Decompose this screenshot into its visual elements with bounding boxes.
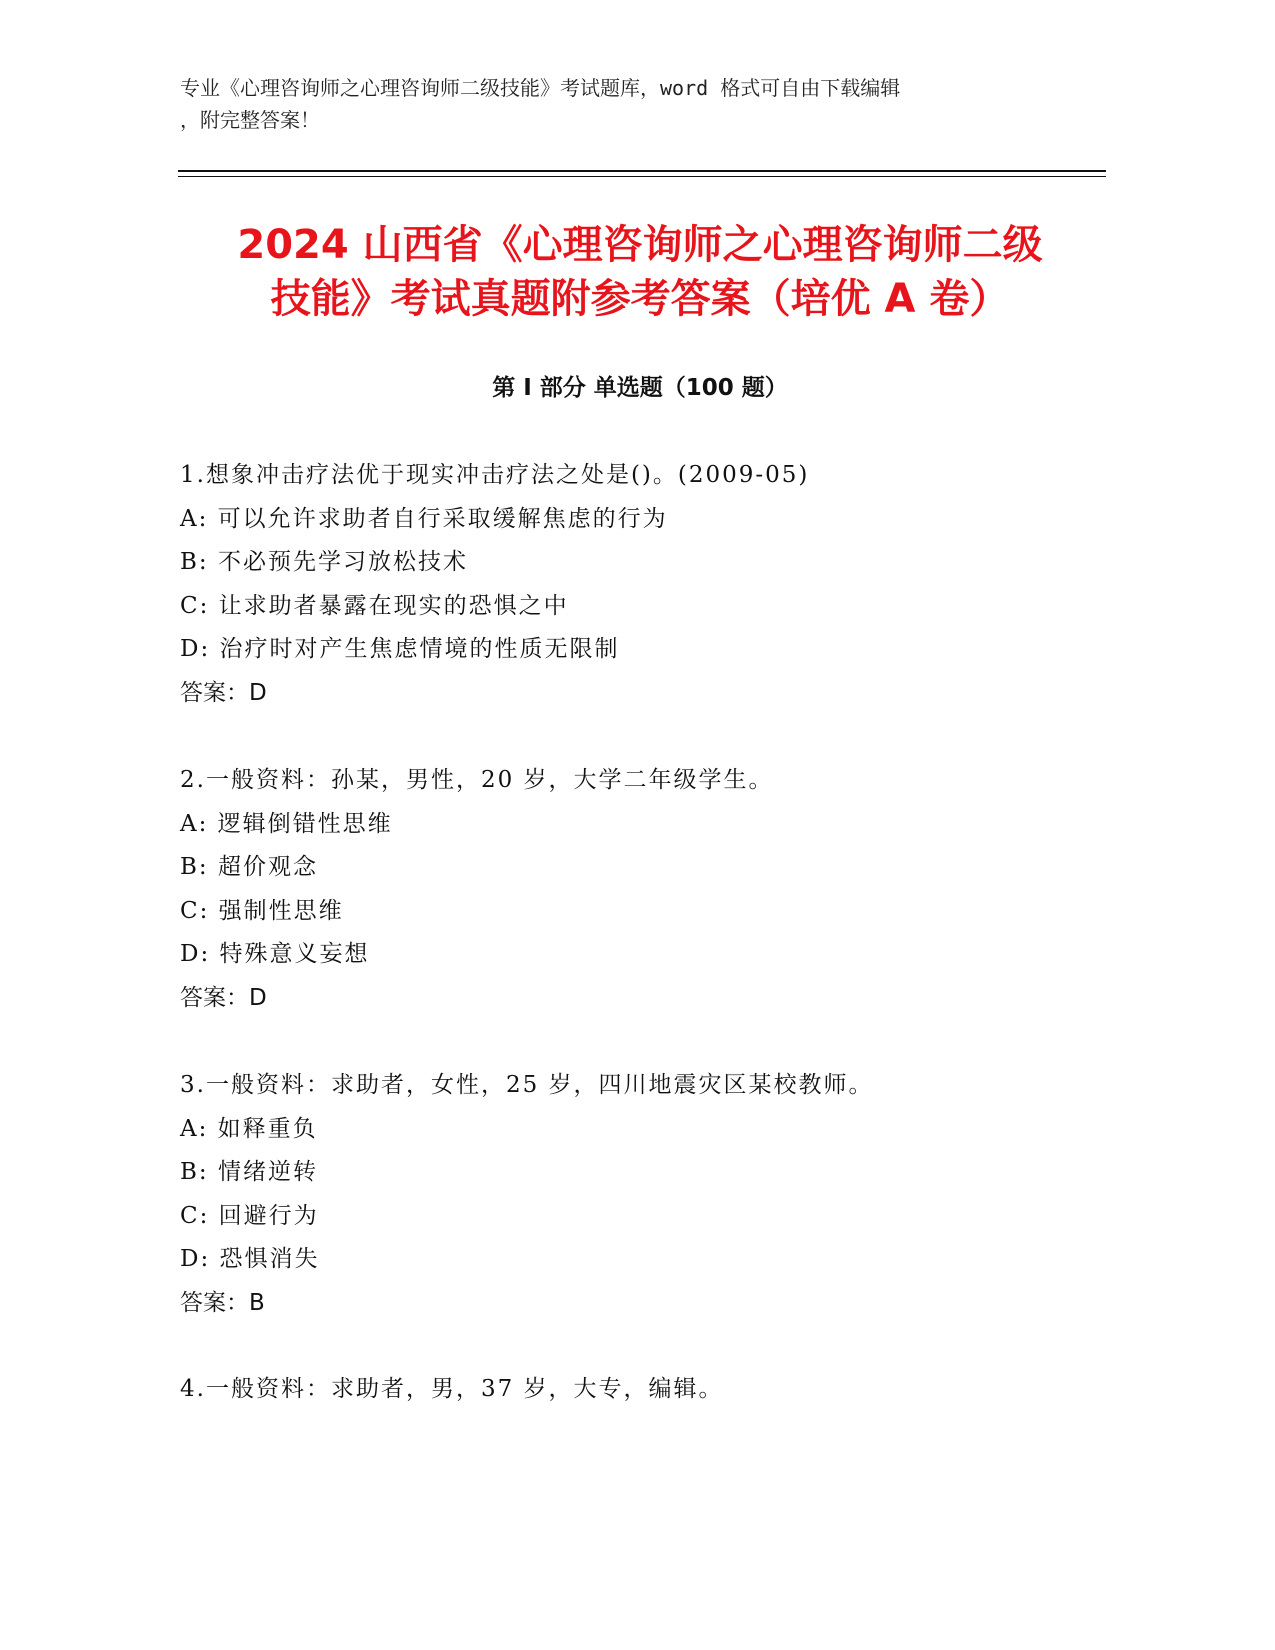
option-b: B: 超价观念 [180,854,318,881]
answer-line: 答案：B [180,1289,265,1316]
title-line: 2024 山西省《心理咨询师之心理咨询师二级 [237,222,1043,268]
option-a: A: 可以允许求助者自行采取缓解焦虑的行为 [180,505,668,532]
question-item [180,1064,1100,1326]
document-title [170,218,1110,326]
option-b: B: 不必预先学习放松技术 [180,549,468,576]
option-d: D: 治疗时对产生焦虑情境的性质无限制 [180,636,620,663]
header-note-line: 专业《心理咨询师之心理咨询师二级技能》考试题库，word 格式可自由下载编辑 [180,76,901,100]
answer-line: 答案：D [180,679,267,706]
option-c: C: 回避行为 [180,1202,319,1229]
answer-line: 答案：D [180,984,267,1011]
header-note-line: ，附完整答案！ [180,108,320,132]
question-item [180,1368,1100,1412]
option-d: D: 特殊意义妄想 [180,941,370,968]
header-rule-thick [178,170,1106,172]
question-stem: 1.想象冲击疗法优于现实冲击疗法之处是()。(2009-05) [180,462,810,488]
section-heading: 第 I 部分 单选题（100 题） [492,375,788,401]
header-rule-thin [178,176,1106,177]
header-note [180,72,1110,136]
title-line: 技能》考试真题附参考答案（培优 A 卷） [270,276,1010,322]
question-stem: 3.一般资料：求助者，女性，25 岁，四川地震灾区某校教师。 [180,1072,874,1098]
question-item [180,454,1100,716]
option-c: C: 让求助者暴露在现实的恐惧之中 [180,592,569,619]
option-a: A: 如释重负 [180,1115,318,1142]
question-stem: 4.一般资料：求助者，男，37 岁，大专，编辑。 [180,1376,724,1402]
question-item [180,759,1100,1021]
option-c: C: 强制性思维 [180,897,344,924]
option-b: B: 情绪逆转 [180,1159,318,1186]
option-a: A: 逻辑倒错性思维 [180,810,393,837]
option-d: D: 恐惧消失 [180,1246,320,1273]
question-stem: 2.一般资料：孙某，男性，20 岁，大学二年级学生。 [180,767,774,793]
